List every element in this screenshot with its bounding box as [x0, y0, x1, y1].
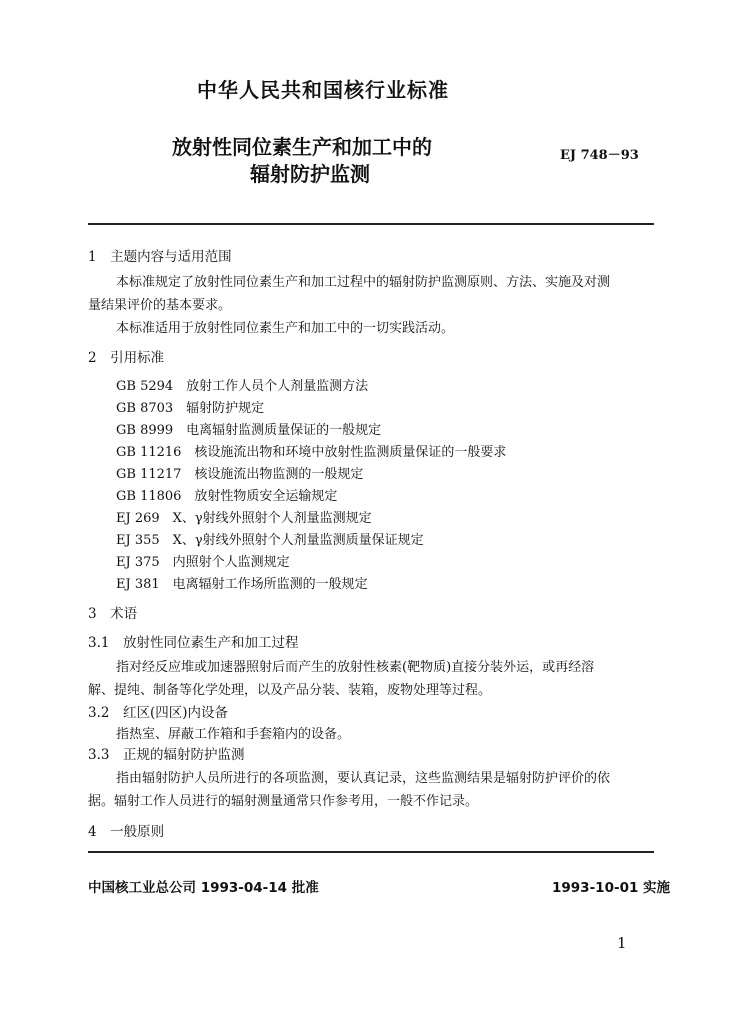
section-1-heading: 1 主题内容与适用范围 [88, 249, 232, 265]
section-1-para2: 本标准适用于放射性同位素生产和加工中的一切实践活动。 [116, 321, 455, 336]
term-3-1-line1: 指对经反应堆或加速器照射后而产生的放射性核素(靶物质)直接分装外运，或再经溶 [116, 660, 595, 675]
reference-item: GB 8703 辐射防护规定 [116, 401, 265, 416]
document-title-line1: 放射性同位素生产和加工中的 [172, 135, 432, 159]
term-3-3-line2: 据。辐射工作人员进行的辐射测量通常只作参考用，一般不作记录。 [88, 794, 479, 809]
reference-item: GB 11216 核设施流出物和环境中放射性监测质量保证的一般要求 [116, 445, 507, 460]
term-3-3-line1: 指由辐射防护人员所进行的各项监测，要认真记录，这些监测结果是辐射防护评价的依 [116, 771, 611, 786]
page-number: 1 [617, 934, 627, 952]
approval-line: 中国核工业总公司 1993-04-14 批准 [88, 880, 319, 896]
term-3-3-heading: 3.3 正规的辐射防护监测 [88, 747, 245, 763]
term-3-1-line2: 解、提纯、制备等化学处理，以及产品分装、装箱，废物处理等过程。 [88, 683, 492, 698]
document-title-line2: 辐射防护监测 [250, 162, 370, 186]
reference-item: GB 8999 电离辐射监测质量保证的一般规定 [116, 423, 382, 438]
reference-item: EJ 381 电离辐射工作场所监测的一般规定 [116, 577, 368, 592]
section-1-para1-line2: 量结果评价的基本要求。 [88, 298, 232, 313]
implementation-date: 1993-10-01 实施 [552, 880, 671, 896]
top-divider [88, 223, 654, 225]
reference-item: EJ 355 X、γ射线外照射个人剂量监测质量保证规定 [116, 533, 424, 548]
reference-item: GB 11217 核设施流出物监测的一般规定 [116, 467, 364, 482]
section-1-para1-line1: 本标准规定了放射性同位素生产和加工过程中的辐射防护监测原则、方法、实施及对测 [116, 275, 611, 290]
section-2-heading: 2 引用标准 [88, 350, 165, 366]
reference-item: EJ 269 X、γ射线外照射个人剂量监测规定 [116, 511, 372, 526]
organization-title: 中华人民共和国核行业标准 [197, 78, 449, 102]
term-3-1-heading: 3.1 放射性同位素生产和加工过程 [88, 635, 299, 651]
term-3-2-line1: 指热室、屏蔽工作箱和手套箱内的设备。 [116, 727, 351, 742]
reference-item: GB 5294 放射工作人员个人剂量监测方法 [116, 379, 369, 394]
reference-item: EJ 375 内照射个人监测规定 [116, 555, 290, 570]
section-3-heading: 3 术语 [88, 606, 138, 622]
term-3-2-heading: 3.2 红区(四区)内设备 [88, 705, 229, 721]
reference-item: GB 11806 放射性物质安全运输规定 [116, 489, 338, 504]
section-4-heading: 4 一般原则 [88, 824, 165, 840]
bottom-divider [88, 851, 654, 853]
standard-code: EJ 748－93 [560, 148, 639, 163]
